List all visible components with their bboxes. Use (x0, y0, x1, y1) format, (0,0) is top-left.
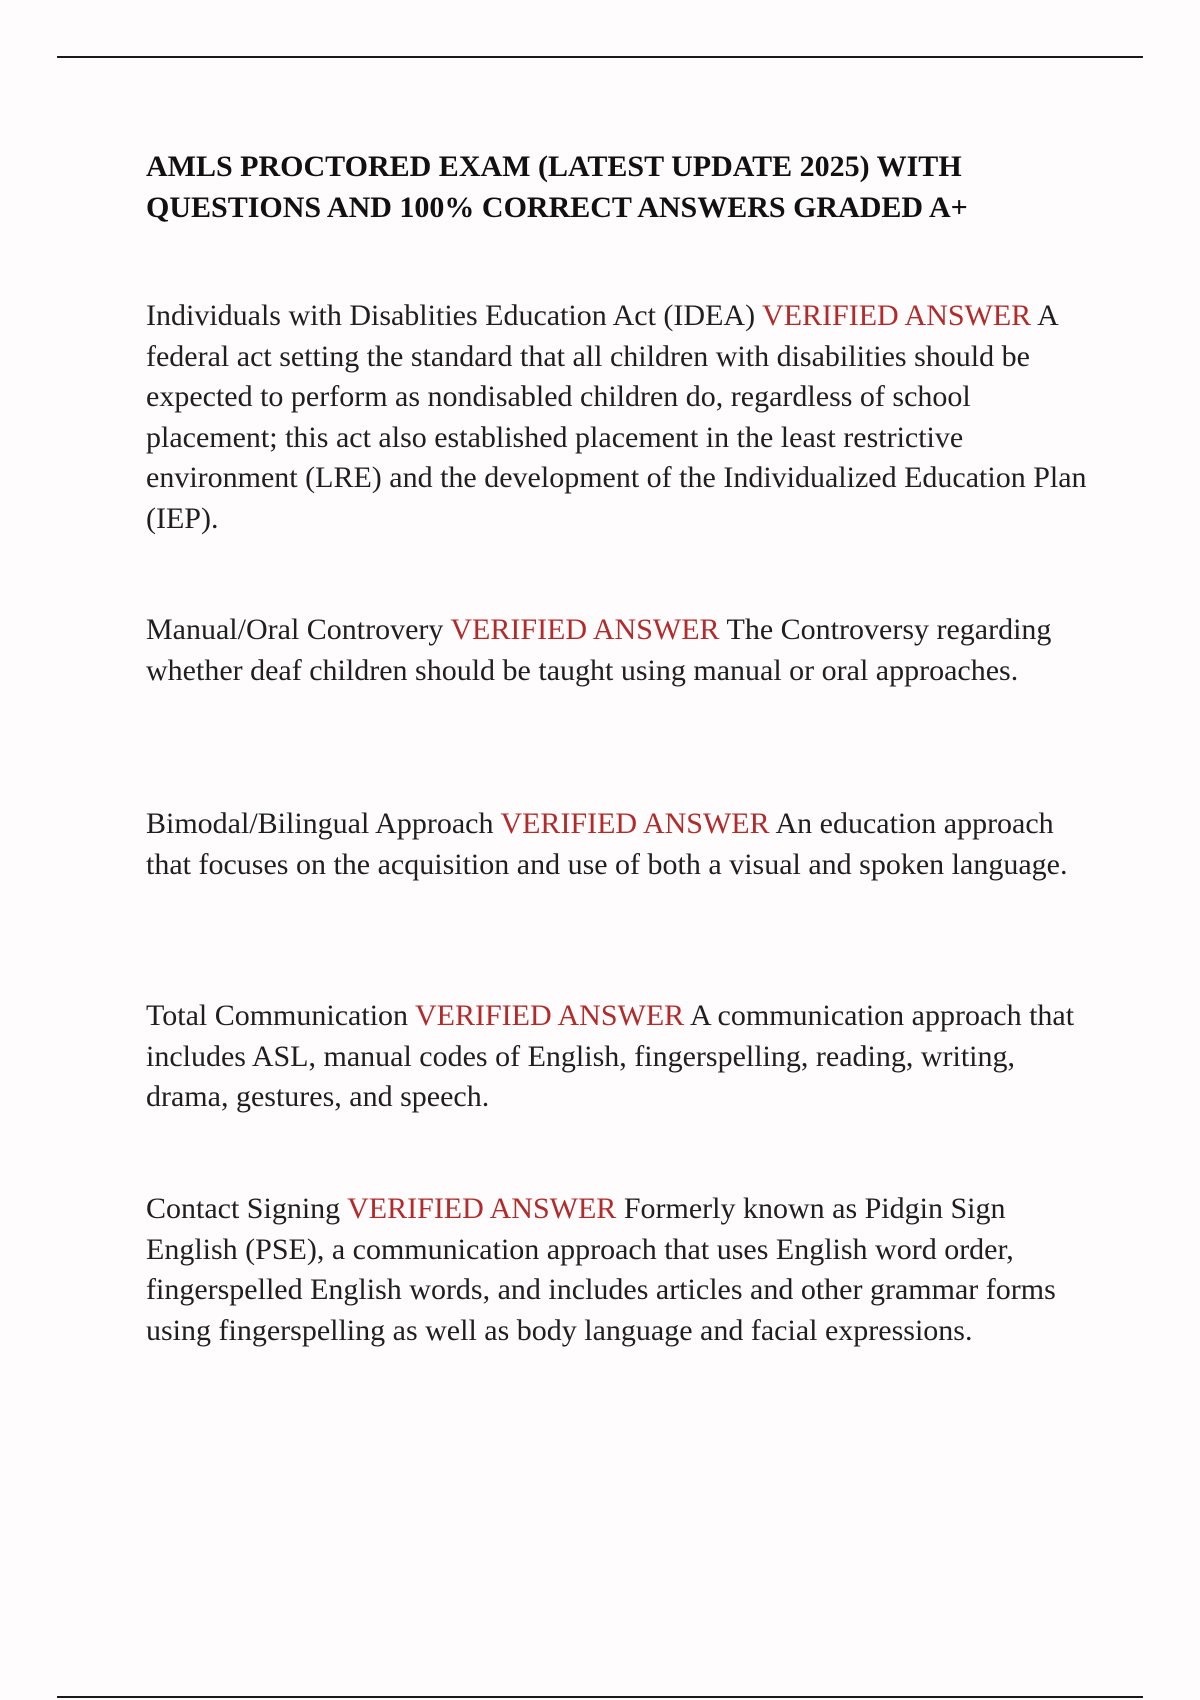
entry-answer: A federal act setting the standard that all children with disabilities should be expected to perform as nondisabled children do, regardless of school placement; this act also established placement in the least restrictive environment (LRE) and the development of the Individualized Education Plan (IEP). (146, 299, 1087, 535)
bottom-divider (57, 1696, 1143, 1698)
entry-answer: Formerly known as Pidgin Sign English (PSE), a communication approach that uses English word order, fingerspelled English words, and includes articles and other grammar forms using fingerspelling as well as body language and facial expressions. (146, 1192, 1056, 1347)
title-line-2: QUESTIONS AND 100% CORRECT ANSWERS GRADED A+ (146, 191, 968, 224)
qa-entry-manual-oral (146, 610, 1096, 691)
verified-answer-label: VERIFIED ANSWER (347, 1192, 617, 1225)
qa-entry-total-communication (146, 996, 1096, 1118)
entry-term: Individuals with Disablities Education Act (IDEA) (146, 299, 756, 332)
verified-answer-label: VERIFIED ANSWER (762, 299, 1032, 332)
entry-answer: The Controversy regarding whether deaf children should be taught using manual or oral approaches. (146, 613, 1052, 687)
verified-answer-label: VERIFIED ANSWER (415, 999, 685, 1032)
top-divider (57, 56, 1143, 58)
entry-answer: A communication approach that includes ASL, manual codes of English, fingerspelling, reading, writing, drama, gestures, and speech. (146, 999, 1075, 1113)
qa-entry-bimodal-bilingual (146, 804, 1096, 885)
entry-answer: An education approach that focuses on the acquisition and use of both a visual and spoken language. (146, 807, 1068, 881)
qa-entry-idea (146, 296, 1096, 539)
verified-answer-label: VERIFIED ANSWER (500, 807, 770, 840)
entry-term: Manual/Oral Controvery (146, 613, 444, 646)
qa-entry-contact-signing (146, 1189, 1096, 1351)
entry-term: Bimodal/Bilingual Approach (146, 807, 494, 840)
document-title (146, 146, 1106, 228)
entry-term: Contact Signing (146, 1192, 341, 1225)
verified-answer-label: VERIFIED ANSWER (450, 613, 720, 646)
entry-term: Total Communication (146, 999, 409, 1032)
title-line-1: AMLS PROCTORED EXAM (LATEST UPDATE 2025) WITH (146, 150, 962, 183)
